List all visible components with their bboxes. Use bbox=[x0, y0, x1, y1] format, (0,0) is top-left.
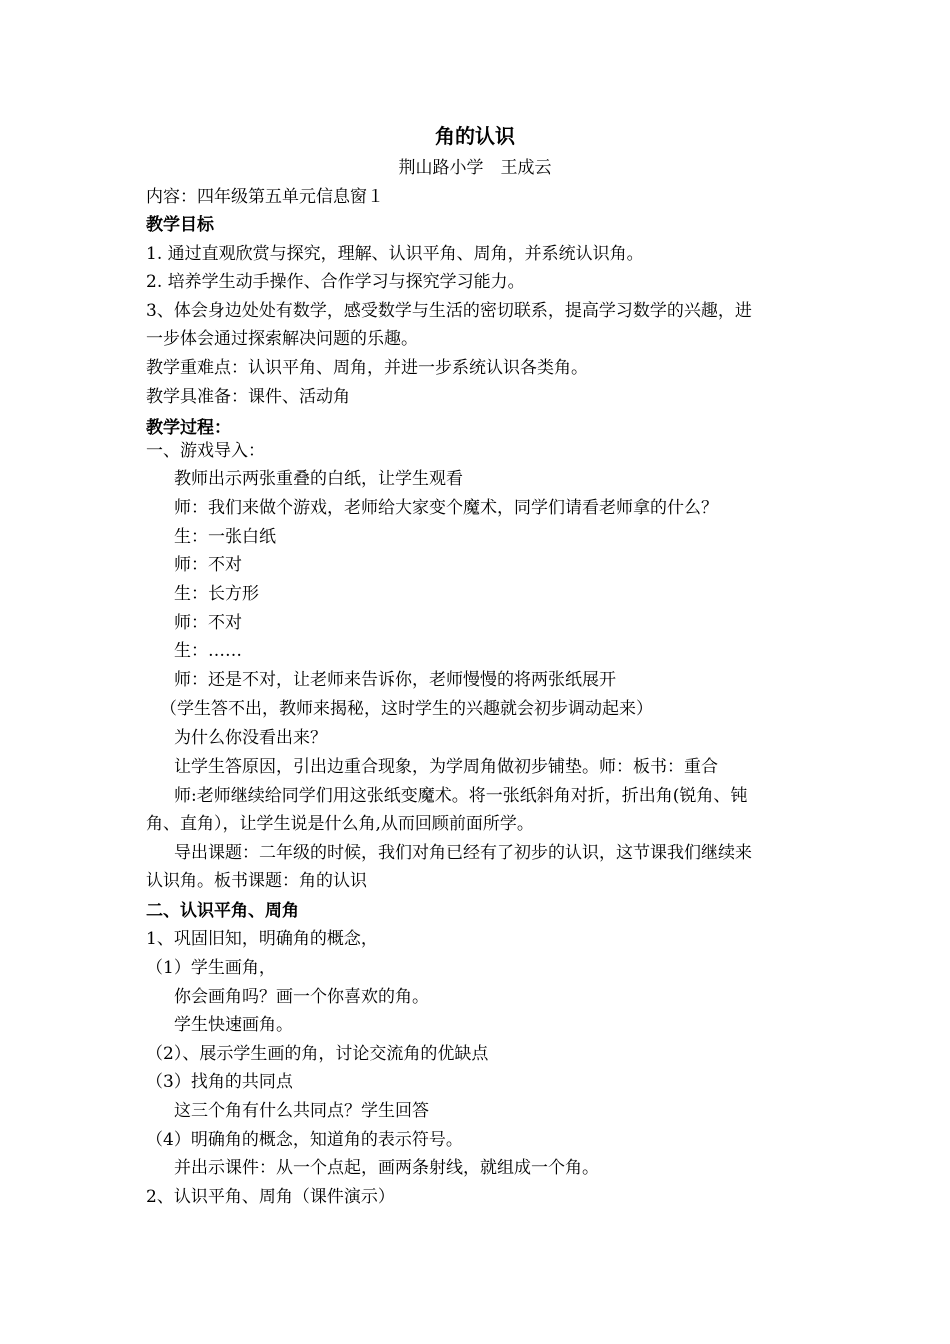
author-line: 荆山路小学 王成云 bbox=[398, 158, 552, 178]
objective-2: 2. 培养学生动手操作、合作学习与探究学习能力。 bbox=[146, 272, 525, 292]
objective-1: 1. 通过直观欣赏与探究，理解、认识平角、周角，并系统认识角。 bbox=[146, 244, 644, 264]
paragraph-cont: 认识角。板书课题：角的认识 bbox=[146, 871, 367, 891]
objective-3: 3、体会身边处处有数学，感受数学与生活的密切联系，提高学习数学的兴趣，进 bbox=[146, 301, 752, 321]
paragraph: 你会画角吗？画一个你喜欢的角。 bbox=[174, 987, 429, 1007]
objective-3-cont: 一步体会通过探索解决问题的乐趣。 bbox=[146, 329, 418, 349]
paragraph: 这三个角有什么共同点？学生回答 bbox=[174, 1101, 429, 1121]
dialogue-line: 生：一张白纸 bbox=[174, 527, 276, 547]
document-title: 角的认识 bbox=[435, 124, 515, 148]
key-points: 教学重难点：认识平角、周角，并进一步系统认识各类角。 bbox=[146, 358, 588, 378]
paragraph: 让学生答原因，引出边重合现象，为学周角做初步铺垫。师：板书：重合 bbox=[174, 757, 718, 777]
dialogue-line: 师：不对 bbox=[174, 555, 242, 575]
section-heading-process: 教学过程： bbox=[146, 418, 231, 438]
paragraph: 教师出示两张重叠的白纸，让学生观看 bbox=[174, 469, 463, 489]
sub-step: （4）明确角的概念，知道角的表示符号。 bbox=[146, 1130, 463, 1150]
sub-step: （2）、展示学生画的角，讨论交流角的优缺点 bbox=[146, 1044, 489, 1064]
dialogue-line: 师：还是不对，让老师来告诉你，老师慢慢的将两张纸展开 bbox=[174, 670, 616, 690]
materials: 教学具准备：课件、活动角 bbox=[146, 387, 350, 407]
content-line: 内容：四年级第五单元信息窗１ bbox=[146, 187, 384, 207]
dialogue-line: 生：…… bbox=[174, 641, 242, 661]
dialogue-line: 师：不对 bbox=[174, 613, 242, 633]
paragraph: 导出课题：二年级的时候，我们对角已经有了初步的认识，这节课我们继续来 bbox=[174, 843, 752, 863]
step-heading: 2、认识平角、周角（课件演示） bbox=[146, 1187, 395, 1207]
paragraph: （学生答不出，教师来揭秘，这时学生的兴趣就会初步调动起来） bbox=[160, 699, 653, 719]
step-heading: 1、巩固旧知，明确角的概念， bbox=[146, 929, 378, 949]
paragraph: 学生快速画角。 bbox=[174, 1015, 293, 1035]
paragraph-cont: 角、直角），让学生说是什么角,从而回顾前面所学。 bbox=[146, 814, 534, 834]
part-2-heading: 二、认识平角、周角 bbox=[146, 901, 299, 921]
paragraph: 师:老师继续给同学们用这张纸变魔术。将一张纸斜角对折，折出角(锐角、钝 bbox=[174, 786, 748, 806]
dialogue-line: 生：长方形 bbox=[174, 584, 259, 604]
sub-step: （1）学生画角， bbox=[146, 958, 276, 978]
part-1-heading: 一、游戏导入： bbox=[146, 441, 265, 461]
sub-step: （3）找角的共同点 bbox=[146, 1072, 293, 1092]
paragraph: 为什么你没看出来？ bbox=[174, 728, 327, 748]
section-heading-objectives: 教学目标 bbox=[146, 215, 214, 235]
paragraph: 并出示课件：从一个点起，画两条射线，就组成一个角。 bbox=[174, 1158, 599, 1178]
dialogue-line: 师：我们来做个游戏，老师给大家变个魔术，同学们请看老师拿的什么？ bbox=[174, 498, 718, 518]
